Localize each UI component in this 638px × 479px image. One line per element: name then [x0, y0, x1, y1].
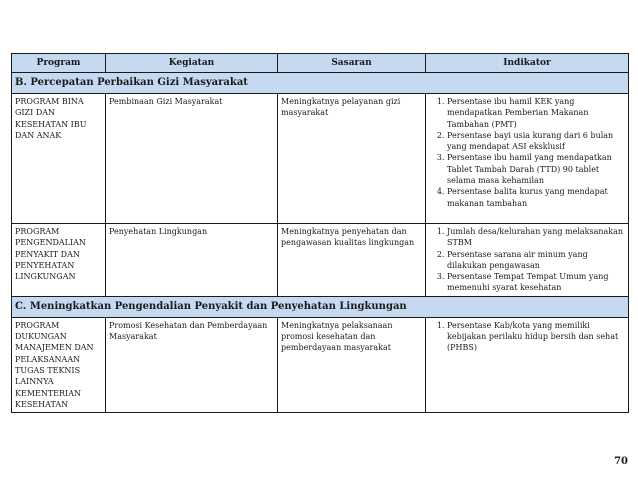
indikator-item: 1. Persentase ibu hamil KEK yang mendapatkan Pemberian Makanan Tambahan (PMT) — [447, 96, 625, 130]
sasaran-cell: Meningkatnya penyehatan dan pengawasan kualitas lingkungan — [278, 224, 426, 297]
indikator-item: 3. Persentase ibu hamil yang mendapatkan Tablet Tambah Darah (TTD) 90 tablet selama masa kehamilan — [447, 152, 625, 186]
indikator-item: 2. Persentase sarana air minum yang dilakukan pengawasan — [447, 249, 625, 272]
section-title: C. Meningkatkan Pengendalian Penyakit dan Penyehatan Lingkungan — [12, 296, 629, 317]
header-program: Program — [12, 54, 106, 73]
program-table — [11, 53, 629, 413]
kegiatan-cell: Pembinaan Gizi Masyarakat — [106, 94, 278, 224]
page-number: 70 — [614, 456, 628, 467]
table-row — [12, 94, 629, 224]
table-row — [12, 317, 629, 412]
indikator-item: 1. Persentase Kab/kota yang memiliki kebijakan perilaku hidup bersih dan sehat (PHBS) — [447, 320, 625, 354]
header-kegiatan: Kegiatan — [106, 54, 278, 73]
section-header-row — [12, 73, 629, 94]
table-row — [12, 224, 629, 297]
table-header-row — [12, 54, 629, 73]
indikator-item: 2. Persentase bayi usia kurang dari 6 bulan yang mendapat ASI eksklusif — [447, 130, 625, 153]
kegiatan-cell: Promosi Kesehatan dan Pemberdayaan Masyarakat — [106, 317, 278, 412]
indikator-cell — [426, 94, 629, 224]
indikator-cell — [426, 224, 629, 297]
indikator-list — [429, 226, 625, 294]
section-header-row — [12, 296, 629, 317]
section-title: B. Percepatan Perbaikan Gizi Masyarakat — [12, 73, 629, 94]
indikator-item: 4. Persentase balita kurus yang mendapat makanan tambahan — [447, 186, 625, 209]
indikator-item: 3. Persentase Tempat Tempat Umum yang memenuhi syarat kesehatan — [447, 271, 625, 294]
indikator-cell — [426, 317, 629, 412]
program-cell: PROGRAM DUKUNGAN MANAJEMEN DAN PELAKSANAAN TUGAS TEKNIS LAINNYA KEMENTERIAN KESEHATAN — [12, 317, 106, 412]
indikator-list — [429, 96, 625, 209]
sasaran-cell: Meningkatnya pelayanan gizi masyarakat — [278, 94, 426, 224]
indikator-list — [429, 320, 625, 354]
header-indikator: Indikator — [426, 54, 629, 73]
sasaran-cell: Meningkatnya pelaksanaan promosi kesehatan dan pemberdayaan masyarakat — [278, 317, 426, 412]
header-sasaran: Sasaran — [278, 54, 426, 73]
indikator-item: 1. Jumlah desa/kelurahan yang melaksanakan STBM — [447, 226, 625, 249]
program-cell: PROGRAM PENGENDALIAN PENYAKIT DAN PENYEHATAN LINGKUNGAN — [12, 224, 106, 297]
program-cell: PROGRAM BINA GIZI DAN KESEHATAN IBU DAN ANAK — [12, 94, 106, 224]
kegiatan-cell: Penyehatan Lingkungan — [106, 224, 278, 297]
